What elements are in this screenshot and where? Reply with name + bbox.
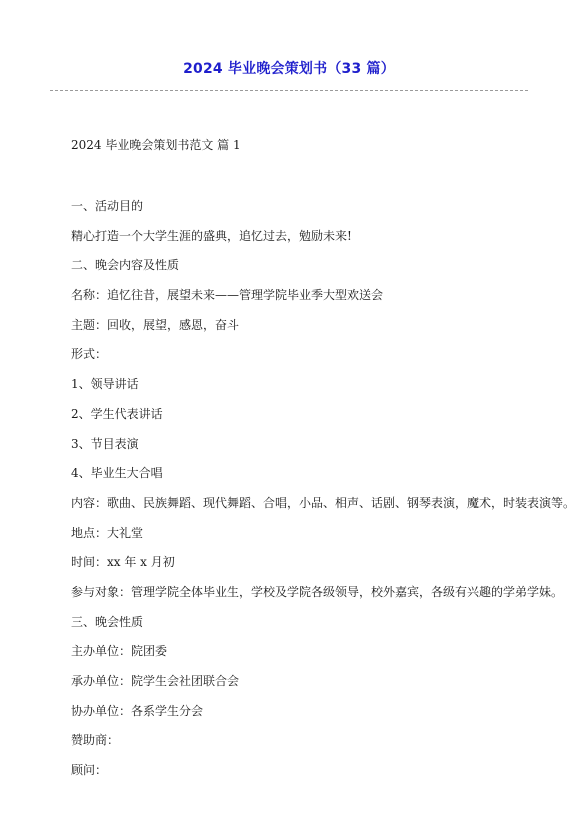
body-line: 一、活动目的 <box>71 199 144 213</box>
body-line: 二、晚会内容及性质 <box>71 258 180 273</box>
body-line: 主办单位：院团委 <box>71 644 168 659</box>
body-line: 名称：追忆往昔，展望未来——管理学院毕业季大型欢送会 <box>71 288 384 303</box>
body-line: 精心打造一个大学生涯的盛典，追忆过去，勉励未来! <box>71 228 352 243</box>
body-line: 时间：xx 年 x 月初 <box>71 555 175 570</box>
body-text <box>71 198 576 792</box>
body-line: 顾问： <box>71 763 108 778</box>
body-line: 赞助商： <box>71 733 120 748</box>
body-line: 3、节目表演 <box>71 436 139 451</box>
body-line: 协办单位：各系学生分会 <box>71 703 204 718</box>
title-divider <box>50 90 528 91</box>
body-line: 承办单位：院学生会社团联合会 <box>71 674 240 688</box>
body-line: 内容：歌曲、民族舞蹈、现代舞蹈、合唱，小品、相声、话剧、钢琴表演，魔术，时装表演等。 <box>71 495 576 510</box>
body-line: 参与对象：管理学院全体毕业生，学校及学院各级领导，校外嘉宾，各级有兴趣的学弟学妹。 <box>71 584 564 599</box>
body-line: 三、晚会性质 <box>71 614 144 629</box>
body-line: 地点：大礼堂 <box>71 525 144 540</box>
document-title: 2024 毕业晚会策划书（33 篇） <box>183 61 395 77</box>
body-line: 主题：回收，展望，感恩，奋斗 <box>71 317 240 332</box>
body-line: 形式： <box>71 347 108 362</box>
body-line: 2、学生代表讲话 <box>71 406 163 421</box>
body-line: 1、领导讲话 <box>71 377 139 392</box>
section-heading: 2024 毕业晚会策划书范文 篇 1 <box>71 138 241 152</box>
body-line: 4、毕业生大合唱 <box>71 466 163 481</box>
